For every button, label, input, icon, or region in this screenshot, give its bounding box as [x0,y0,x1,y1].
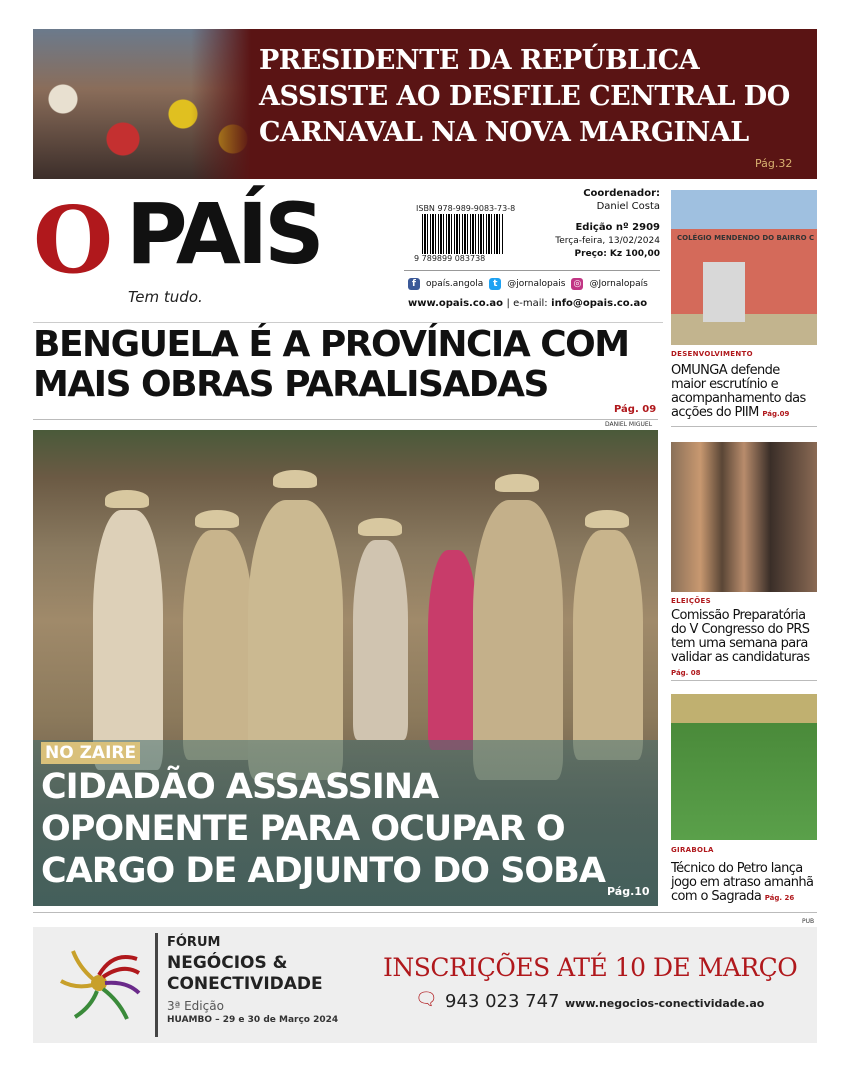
twitter-icon: t [489,278,501,290]
barcode [422,214,504,254]
email-label: e-mail: [513,298,548,309]
email-link[interactable]: info@opais.co.ao [551,298,648,309]
story-page-ref: Pág.10 [607,885,650,898]
barcode-number: 9 789899 083738 [414,254,486,263]
school-sign: COLÉGIO MENDENDO DO BAIRRO C [677,234,815,242]
sidebar-photo-football[interactable] [671,694,817,840]
main-headline[interactable]: BENGUELA É A PROVÍNCIA COM MAIS OBRAS PARALISADAS [33,322,663,405]
school-gate [703,262,745,322]
logo-pais: PAÍS [126,185,321,283]
story-headline[interactable]: CIDADÃO ASSASSINA OPONENTE PARA OCUPAR O CARGO DE ADJUNTO DO SOBA [41,767,605,891]
sidebar-story-text: Comissão Preparatória do V Congresso do PRS tem uma semana para validar as candidaturas [671,608,810,665]
photo-credit: DANIEL MIGUEL [605,421,653,428]
sidebar-story-text: Técnico do Petro lança jogo em atraso amanhã com o Sagrada [671,861,814,904]
sidebar-tag: ELEIÇÕES [671,597,711,605]
social-links [408,278,648,290]
top-banner[interactable] [33,29,817,179]
sidebar-page-ref: Pág.09 [762,410,790,418]
ad-edition: 3ª Edição [167,999,224,1013]
ad-website-link[interactable]: www.negocios-conectividade.ao [565,997,765,1010]
divider [33,912,817,913]
sidebar-story-3[interactable] [671,862,817,905]
ad-place-date: HUAMBO – 29 e 30 de Março 2024 [167,1015,339,1025]
price: Preço: Kz 100,00 [574,249,660,259]
banner-photo [33,29,251,179]
ad-name-line1: NEGÓCIOS & [167,953,288,973]
instagram-icon: ◎ [571,278,583,290]
story-tag: NO ZAIRE [41,742,140,764]
edition-number: Edição nº 2909 [575,222,660,233]
forum-logo-icon [53,937,145,1029]
sidebar-photo-school[interactable] [671,190,817,345]
coordinator-name: Daniel Costa [596,201,660,212]
phone-icon: 🗨 [415,989,438,1010]
main-headline-page-ref: Pág. 09 [614,404,657,415]
coordinator-label: Coordenador: [583,188,660,199]
divider [404,270,660,271]
ad-phone[interactable]: 943 023 747 [445,991,560,1012]
sidebar-story-2[interactable] [671,609,817,680]
sidebar-tag: GIRABOLA [671,846,714,854]
divider [33,419,658,420]
isbn: ISBN 978-989-9083-73-8 [416,204,516,213]
ad-divider [155,933,158,1037]
logo-o: O [33,186,114,294]
tagline: Tem tudo. [128,288,203,306]
sidebar-story-text: OMUNGA defende maior escrutínio e acompanhamento das acções do PIIM [671,363,806,420]
website-link[interactable]: www.opais.co.ao [408,298,504,309]
facebook-link[interactable]: opaís.angola [426,279,484,289]
sidebar-page-ref: Pág. 08 [671,669,701,677]
sidebar-story-1[interactable] [671,364,817,421]
banner-headline[interactable]: PRESIDENTE DA REPÚBLICA ASSISTE AO DESFILE CENTRAL DO CARNAVAL NA NOVA MARGINAL [259,45,790,148]
twitter-link[interactable]: @jornalopais [507,279,566,289]
contact-line: www.opais.co.ao | e-mail: info@opais.co.ao [408,298,648,309]
ad-name-line2: CONECTIVIDADE [167,974,323,994]
main-photo[interactable] [33,430,658,906]
sidebar-photo-politicians[interactable] [671,442,817,592]
divider [671,426,817,427]
sidebar-page-ref: Pág. 26 [764,894,795,902]
ad-label: PUB [802,918,815,925]
facebook-icon: f [408,278,420,290]
instagram-link[interactable]: @Jornalopaís [589,279,648,289]
divider [671,680,817,681]
banner-page-ref: Pág.32 [755,157,793,170]
issue-date: Terça-feira, 13/02/2024 [555,236,660,246]
ad-forum-label: FÓRUM [167,935,221,950]
sidebar-tag: DESENVOLVIMENTO [671,350,753,358]
ad-registration: INSCRIÇÕES ATÉ 10 DE MARÇO [383,953,798,982]
advertisement[interactable] [33,927,817,1043]
